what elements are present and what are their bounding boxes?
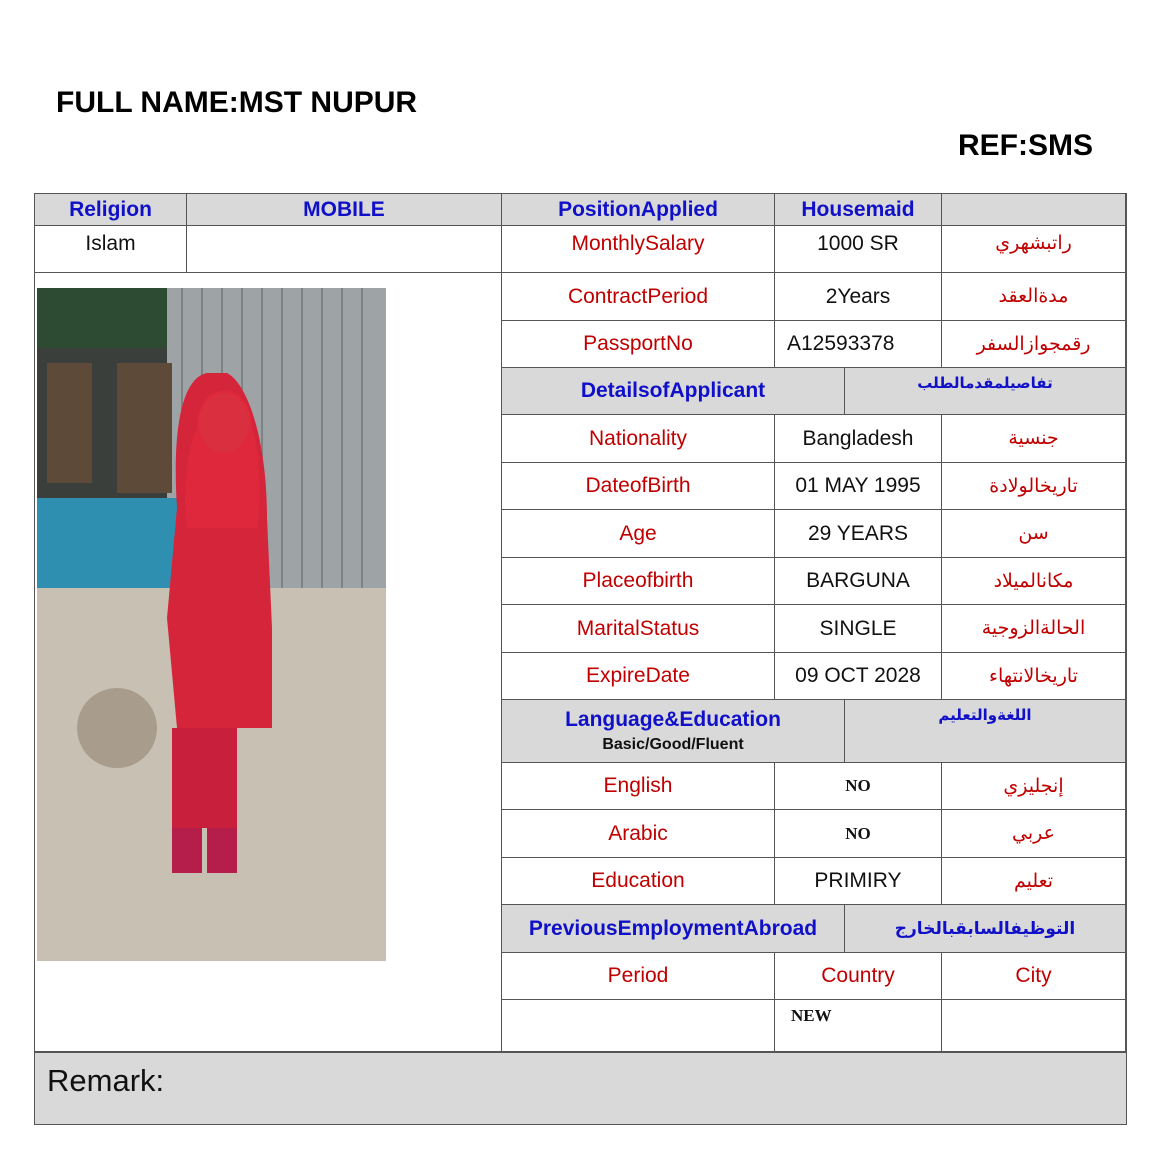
education-arabic: تعليم (942, 858, 1126, 905)
religion-header: Religion (35, 194, 187, 226)
age-label: Age (502, 510, 775, 558)
marital-status-arabic: الحالةالزوجية (942, 605, 1126, 653)
dob-label: DateofBirth (502, 463, 775, 510)
monthly-salary-label: MonthlySalary (502, 226, 775, 273)
mobile-value (187, 226, 502, 273)
language-header-arabic-cell (845, 700, 1126, 763)
contract-period-value: 2Years (775, 273, 942, 321)
previous-employment-arabic: التوظيفالسابقبالخارج (894, 918, 1076, 938)
english-value: NO (775, 763, 942, 810)
remark-label: Remark: (47, 1063, 165, 1098)
expire-date-value: 09 OCT 2028 (775, 653, 942, 700)
previous-employment-header: PreviousEmploymentAbroad (502, 905, 845, 953)
mobile-header: MOBILE (187, 194, 502, 226)
education-value: PRIMIRY (775, 858, 942, 905)
employment-city-value (942, 1000, 1126, 1052)
dob-value: 01 MAY 1995 (775, 463, 942, 510)
reference-code: REF:SMS (958, 129, 1093, 162)
marital-status-label: MaritalStatus (502, 605, 775, 653)
arabic-language-arabic: عربي (942, 810, 1126, 858)
marital-status-value: SINGLE (775, 605, 942, 653)
nationality-label: Nationality (502, 415, 775, 463)
pob-value: BARGUNA (775, 558, 942, 605)
language-education-title: Language&Education (565, 708, 781, 731)
pob-label: Placeofbirth (502, 558, 775, 605)
arabic-language-label: Arabic (502, 810, 775, 858)
country-header: Country (775, 953, 942, 1000)
remark-section (35, 1052, 1126, 1124)
position-applied-header: PositionApplied (502, 194, 775, 226)
language-arabic-text: اللغةوالتعليم (938, 707, 1032, 724)
passport-value: A12593378 (775, 321, 942, 368)
passport-label: PassportNo (502, 321, 775, 368)
period-header: Period (502, 953, 775, 1000)
monthly-salary-value: 1000 SR (775, 226, 942, 273)
previous-employment-arabic-cell (845, 905, 1126, 953)
dob-arabic: تاريخالولادة (942, 463, 1126, 510)
applicant-photo (37, 288, 386, 961)
monthly-salary-arabic: راتبشهري (942, 226, 1126, 273)
education-label: Education (502, 858, 775, 905)
english-label: English (502, 763, 775, 810)
details-header-arabic (845, 368, 1126, 415)
employment-country-value: NEW (775, 1000, 942, 1052)
employment-period-value (502, 1000, 775, 1052)
nationality-arabic: جنسية (942, 415, 1126, 463)
position-value: Housemaid (775, 194, 942, 226)
city-header: City (942, 953, 1126, 1000)
age-value: 29 YEARS (775, 510, 942, 558)
language-scale-label: Basic/Good/Fluent (602, 736, 744, 753)
details-header: DetailsofApplicant (502, 368, 845, 415)
passport-arabic: رقمجوازالسفر (942, 321, 1126, 368)
expire-date-arabic: تاريخالانتهاء (942, 653, 1126, 700)
pob-arabic: مكانالميلاد (942, 558, 1126, 605)
english-arabic: إنجليزي (942, 763, 1126, 810)
details-arabic-text: تفاصيلمقدمالطلب (917, 375, 1053, 392)
full-name-heading: FULL NAME:MST NUPUR (56, 86, 418, 119)
arabic-language-value: NO (775, 810, 942, 858)
language-education-header (502, 700, 845, 763)
nationality-value: Bangladesh (775, 415, 942, 463)
age-arabic: سن (942, 510, 1126, 558)
contract-period-arabic: مدةالعقد (942, 273, 1126, 321)
contract-period-label: ContractPeriod (502, 273, 775, 321)
position-header-blank (942, 194, 1126, 226)
expire-date-label: ExpireDate (502, 653, 775, 700)
religion-value: Islam (35, 226, 187, 273)
